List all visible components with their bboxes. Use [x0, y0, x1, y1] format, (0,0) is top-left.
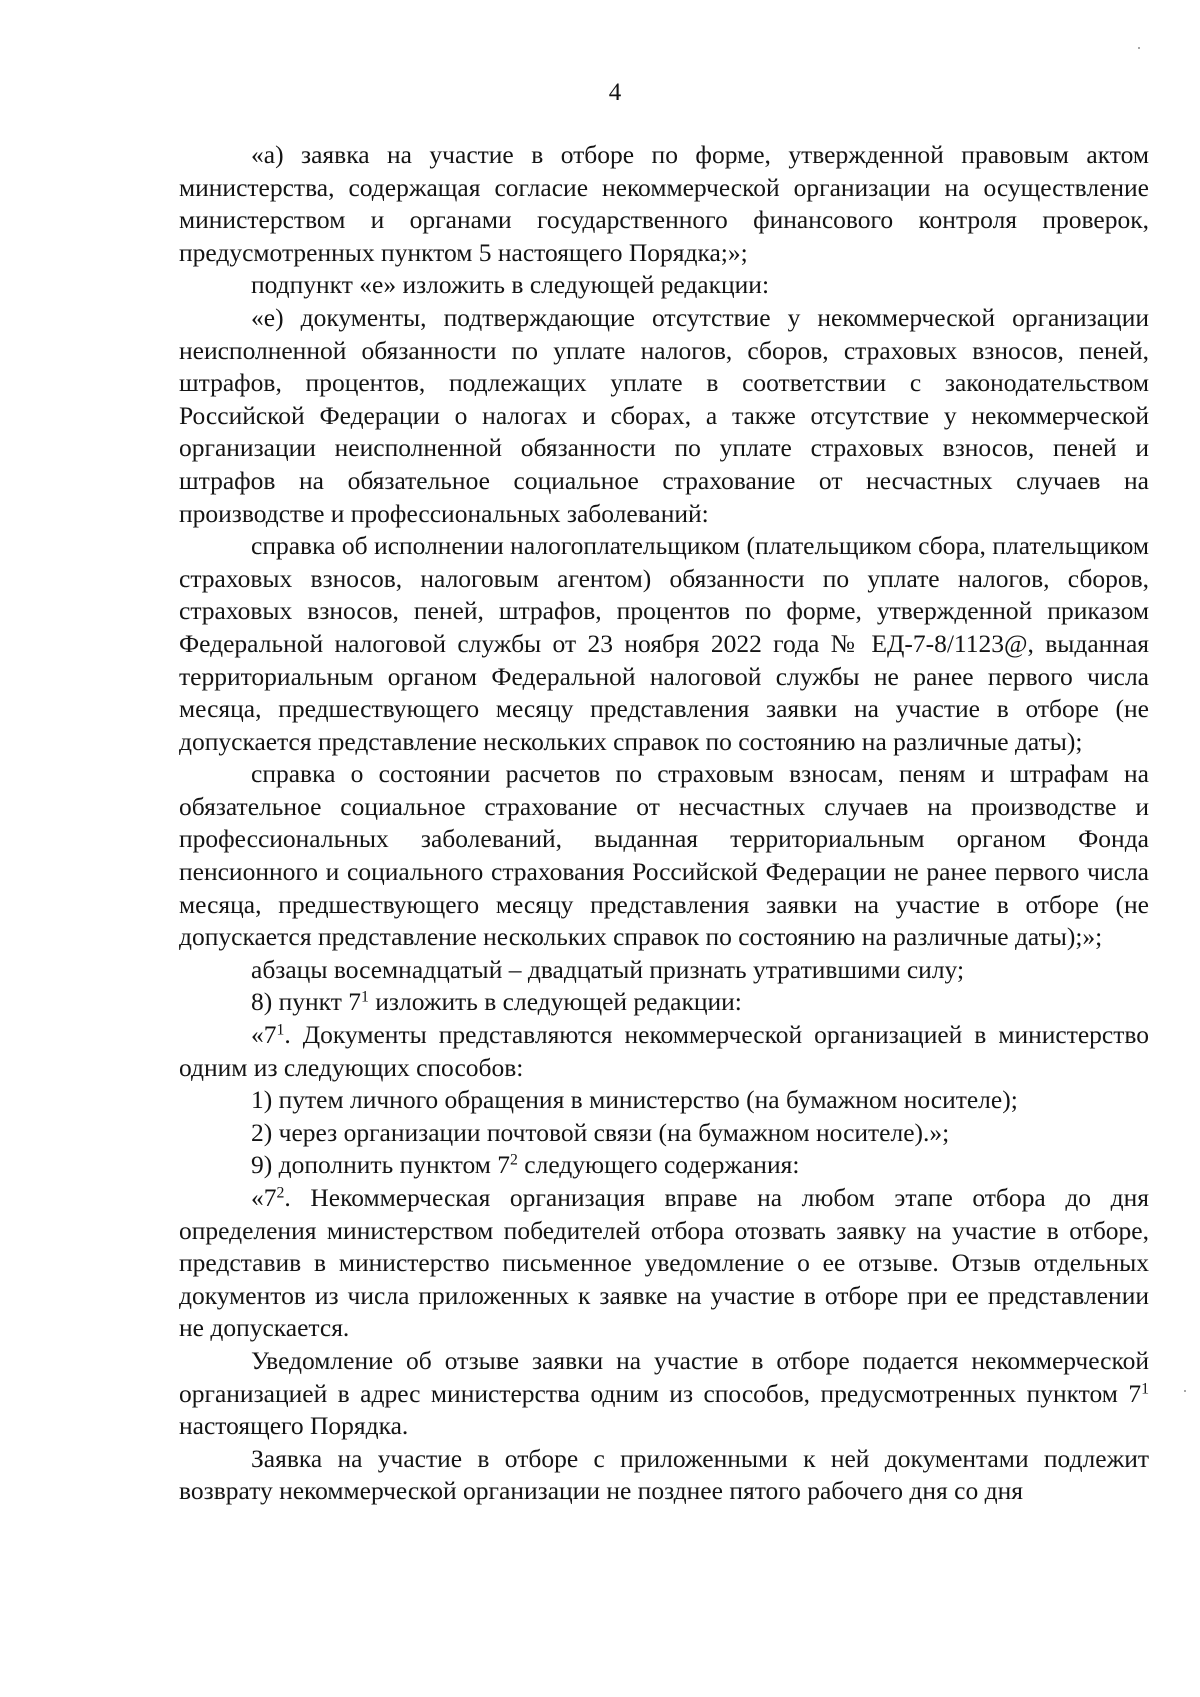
paragraph-text: «7 — [251, 1020, 277, 1050]
superscript: 2 — [276, 1184, 285, 1202]
scan-speck — [1138, 47, 1140, 49]
paragraph-text: 1) путем личного обращения в министерство (на бумажном носителе); — [251, 1085, 1018, 1115]
superscript: 1 — [360, 988, 369, 1006]
paragraph-text: 2) через организации почтовой связи (на бумажном носителе).»; — [251, 1117, 950, 1147]
paragraph-text: . Некоммерческая организация вправе на любом этапе отбора до дня определения министерством победителей отбора отозвать заявку на участие в отборе, представив в министерство письменное уведомление о ее отзыве. Отзыв отдельных документов из числа приложенных к заявке на участие в отборе при ее представлении не допускается. — [179, 1183, 1149, 1343]
paragraph-text: изложить в следующей редакции: — [368, 987, 742, 1017]
paragraph — [179, 530, 1149, 758]
paragraph — [179, 1019, 1149, 1084]
paragraph — [179, 1084, 1149, 1117]
scan-speck — [1184, 1390, 1186, 1392]
paragraph — [179, 269, 1149, 302]
document-body — [179, 139, 1149, 1508]
page-number: 4 — [608, 79, 622, 106]
paragraph — [179, 1149, 1149, 1182]
paragraph-text: абзацы восемнадцатый – двадцатый признать утратившими силу; — [251, 954, 965, 984]
paragraph — [179, 139, 1149, 269]
paragraph — [179, 758, 1149, 954]
paragraph — [179, 1443, 1149, 1508]
superscript: 2 — [510, 1151, 518, 1169]
paragraph-text: «е) документы, подтверждающие отсутствие у некоммерческой организации неисполненной обязанности по уплате налогов, сборов, страховых взносов, пеней, штрафов, процентов, подлежащих уплате в соответствии с законодательством Российской Федерации о налогах и сборах, а также отсутствие у некоммерческой организации неисполненной обязанности по уплате страховых взносов, пеней и штрафов на обязательное социальное страхование от несчастных случаев на производстве и профессиональных заболеваний: — [179, 302, 1149, 528]
paragraph — [179, 302, 1149, 530]
paragraph-text: следующего содержания: — [517, 1150, 800, 1180]
paragraph — [179, 1117, 1149, 1150]
paragraph-text: справка о состоянии расчетов по страховым взносам, пеням и штрафам на обязательное социальное страхование от несчастных случаев на производстве и профессиональных заболеваний, выданная территориальным органом Фонда пенсионного и социального страхования Российской Федерации не ранее первого числа месяца, предшествующего месяцу представления заявки на участие в отборе (не допускается представление нескольких справок по состоянию на различные даты);»; — [179, 759, 1149, 952]
paragraph-text: Заявка на участие в отборе с приложенными к ней документами подлежит возврату некоммерческой организации не позднее пятого рабочего дня со дня — [179, 1443, 1149, 1506]
superscript: 1 — [276, 1021, 285, 1039]
paragraph — [179, 986, 1149, 1019]
paragraph-text: 8) пункт 7 — [251, 987, 361, 1017]
paragraph-text: настоящего Порядка. — [179, 1411, 409, 1441]
paragraph — [179, 1345, 1149, 1443]
paragraph-text: 9) дополнить пунктом 7 — [251, 1150, 510, 1180]
paragraph-text: справка об исполнении налогоплательщиком (плательщиком сбора, плательщиком страховых взносов, налоговым агентом) обязанности по уплате налогов, сборов, страховых взносов, пеней, штрафов, процентов по форме, утвержденной приказом Федеральной налоговой службы от 23 ноября 2022 года № ЕД-7-8/1123@, выданная территориальным органом Федеральной налоговой службы не ранее первого числа месяца, предшествующего месяцу представления заявки на участие в отборе (не допускается представление нескольких справок по состоянию на различные даты); — [179, 531, 1149, 756]
paragraph-text: «7 — [251, 1183, 277, 1212]
paragraph — [179, 1182, 1149, 1345]
paragraph — [179, 954, 1149, 987]
paragraph-text: Уведомление об отзыве заявки на участие в отборе подается некоммерческой организацией в адрес министерства одним из способов, предусмотренных пунктом 7 — [179, 1345, 1149, 1408]
paragraph-text: подпункт «е» изложить в следующей редакции: — [251, 270, 770, 300]
paragraph-text: . Документы представляются некоммерческой организацией в министерство одним из следующих способов: — [179, 1020, 1149, 1082]
superscript: 1 — [1141, 1379, 1149, 1397]
paragraph-text: «а) заявка на участие в отборе по форме, утвержденной правовым актом министерства, содержащая согласие некоммерческой организации на осуществление министерством и органами государственного финансового контроля проверок, предусмотренных пунктом 5 настоящего Порядка;»; — [179, 140, 1149, 267]
